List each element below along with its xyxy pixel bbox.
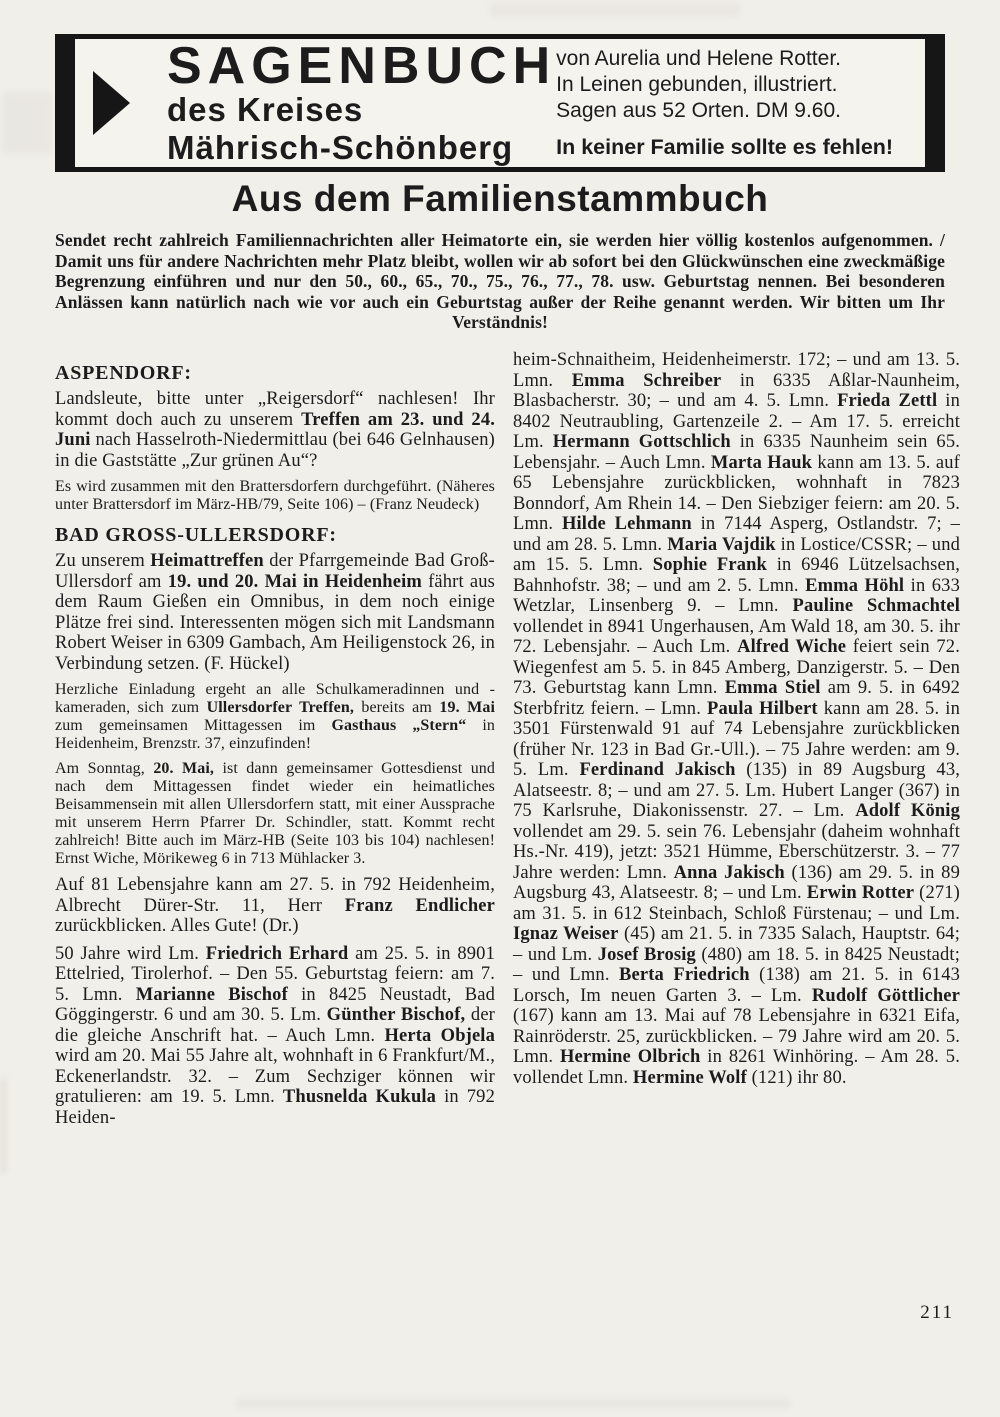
ad-book-subtitle: des Kreises [167,91,364,128]
bleedthrough-smudge [0,1078,7,1173]
ad-book-title-block [75,39,556,167]
ad-book-subtitle: Mährisch-Schönberg [167,129,514,166]
ad-slogan: In keiner Familie sollte es fehlen! [556,135,894,159]
ad-info-line: In Leinen gebunden, illustriert. [556,73,838,96]
right-column [513,350,960,1135]
paragraph: Es wird zusammen mit den Brattersdorfern durchgeführt. (Näheres unter Brattersdorf im März-HB/79, Seite 106) – (Franz Neudeck) [55,478,495,513]
bleedthrough-smudge [235,1398,790,1409]
paragraph: Zu unserem Heimattreffen der Pfarrgemeinde Bad Groß-Ullersdorf am 19. und 20. Mai in Heidenheim fährt aus dem Raum Gießen ein Omnibus, in dem noch einige Plätze frei sind. Interessenten mögen sich mit Landsmann Robert Weiser in 6309 Gambach, Am Heiligenstock 26, in Verbindung setzen. (F. Hückel) [55,551,496,674]
ad-book-title: SAGENBUCH [167,37,557,95]
paragraph: Landsleute, bitte unter „Reigersdorf“ nachlesen! Ihr kommt doch auch zu unserem Treffen am 23. und 24. Juni nach Hasselroth-Niedermittlau (bei 646 Gelnhausen) in die Gaststätte „Zur grünen Au“? [55,389,495,471]
paragraph: Auf 81 Lebensjahre kann am 27. 5. in 792 Heidenheim, Albrecht Dürer-Str. 11, Herr Franz Endlicher zurückblicken. Alles Gute! (Dr.) [55,875,495,936]
book-ad-box [55,34,945,172]
ad-info-line: von Aurelia und Helene Rotter. [556,47,841,70]
right-arrow-icon [93,71,130,135]
left-column [55,350,495,1135]
article-columns [55,350,960,1135]
paragraph: heim-Schnaitheim, Heidenheimerstr. 172; – und am 13. 5. Lmn. Emma Schreiber in 6335 Aßlar-Naunheim, Blasbacherstr. 30; – und am 4. 5. Lmn. Frieda Zettl in 8402 Neutraubling, Gartenzeile 2. – Am 17. 5. erreicht Lm. Hermann Gottschlich in 6335 Naunheim sein 65. Lebensjahr. – Auch Lmn. Marta Hauk kann am 13. 5. auf 65 Lebensjahre zurückblicken, wohnhaft in 7823 Bonndorf, Am Rhein 14. – Den Siebziger feiern: am 20. 5. Lmn. Hilde Lehmann in 7144 Asperg, Ostlandstr. 7; – und am 28. 5. Lmn. Maria Vajdik in Lostice/CSSR; – und am 15. 5. Lmn. Sophie Frank in 6946 Lützelsachsen, Bahnhofstr. 38; – und am 2. 5. Lmn. Emma Höhl in 633 Wetzlar, Linsenberg 9. – Lmn. Pauline Schmachtel vollendet in 8941 Ungerhausen, Am Wald 18, am 30. 5. ihr 72. Lebensjahr. – Auch Lm. Alfred Wiche feiert sein 72. Wiegenfest am 5. 5. in 845 Amberg, Danzigerstr. 5. – Den 73. Geburtstag kann Lmn. Emma Stiel am 9. 5. in 6492 Sterbfritz feiern. – Lmn. Paula Hilbert kann am 28. 5. in 3501 Fürstenwald 91 auf 74 Lebensjahre zurückblicken (früher Nr. 123 in Bad Gr.-Ull.). – 75 Jahre werden: am 9. 5. Lm. Ferdinand Jakisch (135) in 89 Augsburg 43, Alatseestr. 8; – und am 27. 5. Lm. Hubert Langer (367) in 75 Karlsruhe, Diakonissenstr. 27. – Lm. Adolf König vollendet am 29. 5. sein 76. Lebensjahr (daheim wohnhaft Hs.-Nr. 419), jetzt: 3521 Hümme, Eberschützerstr. 3. – 77 Jahre werden: Lmn. Anna Jakisch (136) am 29. 5. in 89 Augsburg 43, Alatseestr. 8; – und Lm. Erwin Rotter (271) am 31. 5. in 612 Steinbach, Schloß Fürstenau; – und Lm. Ignaz Weiser (45) am 21. 5. in 7335 Salach, Hauptstr. 64; – und Lm. Josef Brosig (480) am 18. 5. in 8425 Neustadt; – und Lmn. Berta Friedrich (138) am 21. 5. in 6143 Lorsch, Im neuen Garten 3. – Lm. Rudolf Göttlicher (167) kann am 13. Mai auf 78 Lebensjahre in 6321 Eifa, Rainröderstr. 25, zurückblicken. – 79 Jahre wird am 20. 5. Lmn. Hermine Olbrich in 8261 Winhöring. – Am 28. 5. vollendet Lmn. Hermine Wolf (121) ihr 80. [513,350,961,1088]
bleedthrough-smudge [2,92,52,154]
ad-book-info-block [556,39,925,167]
paragraph: Am Sonntag, 20. Mai, ist dann gemeinsamer Gottesdienst und nach dem Mittagessen findet wieder ein heimatliches Beisammensein mit allen Ullersdorfern statt, mit einer Aussprache mit unserem Herrn Pfarrer Dr. Schindler, statt. Kommt recht zahlreich! Bitte auch im März-HB (Seite 103 bis 104) nachlesen! Ernst Wiche, Mörikeweg 6 in 713 Mühlacker 3. [55,760,495,867]
ad-info-line: Sagen aus 52 Orten. DM 9.60. [556,99,841,122]
paragraph: Herzliche Einladung ergeht an alle Schulkameradinnen und -kameraden, sich zum Ullersdorfer Treffen, bereits am 19. Mai zum gemeinsamen Mittagessen im Gasthaus „Stern“ in Heidenheim, Brenzstr. 37, einzufinden! [55,681,496,752]
intro-paragraph: Sendet recht zahlreich Familiennachrichten aller Heimatorte ein, sie werden hier völlig kostenlos aufgenommen. / Damit uns für andere Nachrichten mehr Platz bleibt, wollen wir ab sofort bei den Glückwünschen eine zweckmäßige Begrenzung einführen und nur den 50., 60., 65., 70., 75., 76., 77., 78. usw. Geburtstag nennen. Bei besonderen Anlässen kann natürlich nach wie vor auch ein Geburtstag außer der Reihe genannt werden. Wir bitten um Ihr Verständnis! [55,230,945,332]
section-heading-aspendorf: ASPENDORF: [55,362,192,384]
page-title: Aus dem Familienstammbuch [231,178,769,219]
section-heading-bad-gross-ullersdorf: BAD GROSS-ULLERSDORF: [55,524,337,546]
bleedthrough-smudge [490,2,740,17]
paragraph: 50 Jahre wird Lm. Friedrich Erhard am 25. 5. in 8901 Ettelried, Tirolerhof. – Den 55. Geburtstag feiern: am 7. 5. Lmn. Marianne Bischof in 8425 Neustadt, Bad Göggingerstr. 6 und am 30. 5. Lm. Günther Bischof, der die gleiche Anschrift hat. – Auch Lmn. Herta Objela wird am 20. Mai 55 Jahre alt, wohnhaft in 6 Frankfurt/M., Eckenerlandstr. 32. – Zum Sechziger können wir gratulieren: am 19. 5. Lmn. Thusnelda Kukula in 792 Heiden- [55,943,495,1128]
page-number: 211 [920,1302,954,1323]
